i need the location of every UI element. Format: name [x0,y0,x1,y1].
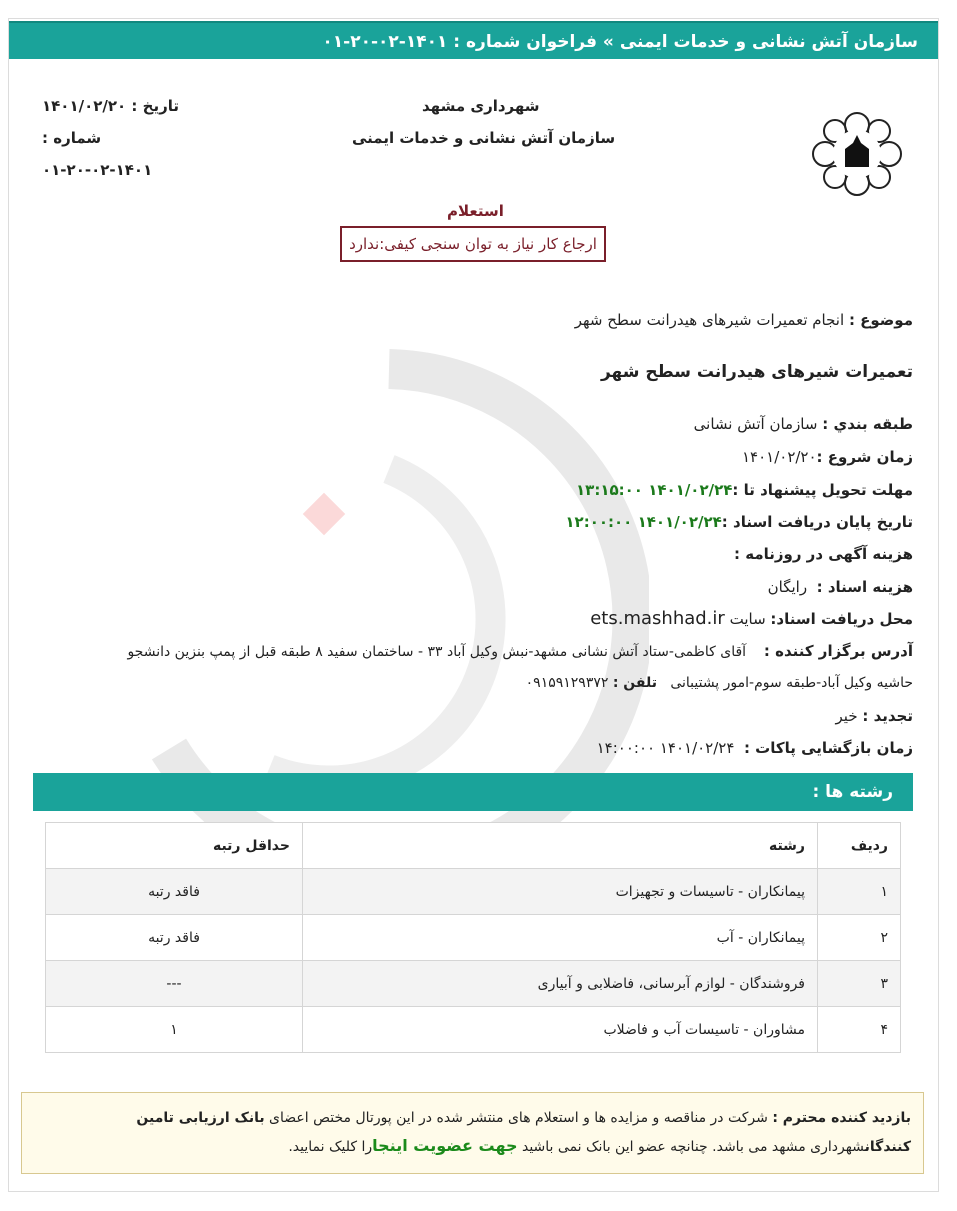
doc-cost-value: رایگان [767,578,808,596]
membership-notice [21,1092,924,1174]
col-header-row-number: ردیف [818,823,901,869]
doc-place-prefix: سایت [729,610,766,628]
row-number: ۴ [818,1007,901,1053]
docs-end-value: ۱۴۰۱/۰۲/۲۴ ۱۲:۰۰:۰۰ [565,513,722,531]
row-number: ۲ [818,915,901,961]
table-row [46,869,901,915]
col-header-min-grade: حداقل رتبه [46,823,303,869]
col-header-field: رشته [303,823,818,869]
row-number: ۱ [818,869,901,915]
letter-number-value: ۰۱-۲۰-۰۲-۱۴۰۱ [42,161,153,179]
subject-value: انجام تعمیرات شیرهای هیدرانت سطح شهر [574,311,845,329]
notice-text-3: را کلیک نمایید. [288,1139,373,1155]
start-label: زمان شروع : [816,448,913,466]
category-row [694,415,913,433]
doc-place-site-link[interactable]: ets.mashhad.ir [590,608,725,629]
renewal-row [836,707,913,725]
field-name: پیمانکاران - تاسیسات و تجهیزات [303,869,818,915]
docs-end-row [565,513,913,531]
deadline-row [576,481,913,499]
min-grade: --- [46,961,303,1007]
membership-link[interactable]: جهت عضویت اینجا [372,1136,518,1155]
address-line1: آقای کاظمی-ستاد آتش نشانی مشهد-نبش وکیل آباد ۳۳ - ساختمان سفید ۸ طبقه قبل از پمپ بنزین دانشجو [127,644,747,660]
renewal-value: خیر [835,707,858,725]
category-label: طبقه بندي : [822,415,913,433]
mashhad-municipality-logo-icon [809,109,905,199]
org-name-municipality: شهرداری مشهد [422,97,540,115]
org-name-fire-dept: سازمان آتش نشانی و خدمات ایمنی [352,129,616,147]
notice-lead: بازدید کننده محترم : [772,1110,911,1126]
ad-cost-label: هزینه آگهی در روزنامه : [734,545,913,563]
doc-place-row [590,608,913,629]
quality-assessment-note: ارجاع کار نیاز به توان سنجی کیفی:ندارد [340,226,606,262]
table-row [46,915,901,961]
letter-number-label: شماره : [42,129,102,147]
tender-heading: تعمیرات شیرهای هیدرانت سطح شهر [600,362,913,382]
address-row-2 [526,675,913,691]
notice-text-1: شرکت در مناقصه و مزایده ها و استعلام های منتشر شده در این پورتال مختص اعضای [264,1110,773,1126]
renewal-label: تجدید : [862,707,913,725]
letter-date: تاریخ : ۱۴۰۱/۰۲/۲۰ [42,97,179,115]
docs-end-label: تاریخ پایان دریافت اسناد : [721,513,913,531]
row-number: ۳ [818,961,901,1007]
start-row [742,448,913,466]
table-row [46,961,901,1007]
subject-label: موضوع : [848,311,913,329]
notice-text-2: شهرداری مشهد می باشد. چنانچه عضو این بانک نمی باشید [517,1139,865,1155]
doc-place-label: محل دریافت اسناد: [770,610,913,628]
field-name: مشاوران - تاسیسات آب و فاضلاب [303,1007,818,1053]
address-row [127,642,913,660]
phone-label: تلفن : [612,675,657,691]
opening-value: ۱۴۰۱/۰۲/۲۴ ۱۴:۰۰:۰۰ [596,739,735,757]
deadline-label: مهلت تحویل پیشنهاد تا : [732,481,913,499]
table-header-row [46,823,901,869]
phone-value: ۰۹۱۵۹۱۲۹۳۷۲ [525,675,609,691]
min-grade: فاقد رتبه [46,869,303,915]
tender-title-bar: سازمان آتش نشانی و خدمات ایمنی » فراخوان شماره : ۱۴۰۱-۰۲-۲۰-۰۱ [9,21,938,59]
min-grade: فاقد رتبه [46,915,303,961]
notice-bank: بانک ارزیابی تامین کنندگان [136,1110,911,1155]
address-label: آدرس برگزار کننده : [763,642,913,660]
doc-cost-label: هزینه اسناد : [816,578,913,596]
doc-cost-row [768,578,913,596]
start-value: ۱۴۰۱/۰۲/۲۰ [741,448,817,466]
table-row [46,1007,901,1053]
opening-row [597,739,913,757]
field-name: پیمانکاران - آب [303,915,818,961]
address-line2: حاشیه وکیل آباد-طبقه سوم-امور پشتیبانی [670,675,913,691]
field-name: فروشندگان - لوازم آبرسانی، فاضلابی و آبیاری [303,961,818,1007]
inquiry-type: استعلام [447,202,504,220]
category-value: سازمان آتش نشانی [693,415,818,433]
opening-label: زمان بازگشایی پاکات : [743,739,913,757]
fields-table [45,822,901,1053]
subject-row [575,311,913,329]
fields-section-title: رشته ها : [33,773,913,811]
min-grade: ۱ [46,1007,303,1053]
deadline-value: ۱۴۰۱/۰۲/۲۴ ۱۳:۱۵:۰۰ [576,481,733,499]
